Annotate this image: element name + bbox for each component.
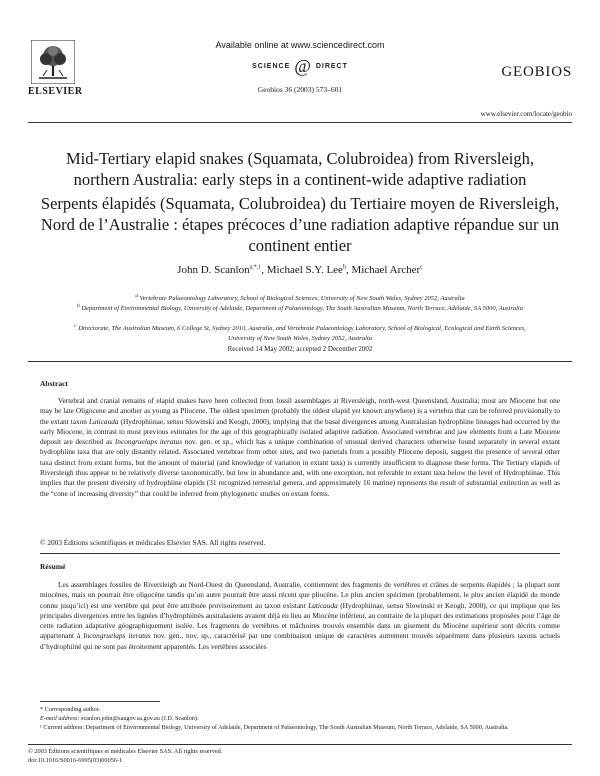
abstract-copyright: © 2003 Éditions scientifiques et médicales Elsevier SAS. All rights reserved. [40, 538, 266, 547]
sciencedirect-left: SCIENCE [252, 63, 291, 70]
author-name[interactable]: John D. Scanlon [177, 264, 250, 276]
received-dates: Received 14 May 2002; accepted 2 December 2002 [227, 345, 373, 353]
footnote-rule [40, 701, 160, 702]
author-list [40, 264, 560, 276]
abstract-text-part: Vertebral and cranial remains of elapid snakes have been collected from fossil assemblages at Riversleigh, north-west Queensland, Australia; most are Miocene but one may be late Oligocene and another as young as Pliocene. The oldest specimen (probably the oldest elapid yet known anywhere) is a vertebra that can be referred provisionally to the extant taxon [40, 396, 560, 426]
resume-heading: Résumé [40, 562, 66, 571]
abstract-text-part: nov. gen. et sp., which has a unique combination of unusual derived characters otherwise found separately in several extant hydrophiine taxa that are only distantly related. Associated vertebrae from other sites, and two parietals from a possibly Pliocene deposit, suggest the presence of several other taxa distinct from extant forms, but the amount of material (and knowledge of variation in extant taxa) is currently insufficient to diagnose these forms. The Tertiary elapids of Riversleigh thus appear to be relatively diverse taxonomically, but low in abundance and, with one exception, not referable to extant taxa below the level of Hydrophiinae. This implies that the present diversity of hydrophiine elapids (31 recognized terrestrial genera, and approximately 16 marine) represents the result of substantial extinction as well as the “cone of increasing diversity” that could be inferred from phylogenetic studies on extant forms. [40, 437, 561, 498]
sciencedirect-right: DIRECT [315, 63, 348, 70]
taxon-name: Laticauda [308, 600, 338, 610]
taxon-name: Incongruelaps iteratus [83, 631, 151, 641]
doi-link[interactable]: doi:10.1016/S0016-6995(03)00056-1 [28, 757, 123, 764]
bottom-rule [28, 744, 572, 745]
author-marks: b [342, 264, 346, 271]
affiliation-mark: c [74, 323, 77, 329]
elsevier-wordmark: ELSEVIER [28, 86, 83, 97]
article-title-en: Mid-Tertiary elapid snakes (Squamata, Colubroidea) from Riversleigh, northern Australia: early steps in a continent-wide adaptive radiation [65, 149, 535, 189]
sciencedirect-logo [180, 56, 420, 77]
footnote-corresponding: * Corresponding author. [40, 706, 100, 713]
header-rule [28, 122, 572, 123]
email-link[interactable]: scanlon.john@saugov.sa.gov.au (J.D. Scanlon). [81, 715, 199, 722]
affiliation-text: Vertebrate Palaeontology Laboratory, School of Biological Sciences, University of New South Wales, Sydney 2052, Australia [139, 295, 465, 303]
affiliation-mark: b [77, 303, 80, 309]
author-separator: , [261, 264, 267, 276]
author-marks: a,*,1 [249, 264, 262, 271]
affiliation [60, 322, 540, 343]
abstract-text [40, 396, 560, 499]
affiliation-text: Directorate, The Australian Museum, 6 College St, Sydney 2010, Australia, and Vertebrate Palaeontology Laboratory, School of Biological, Ecological and Earth Sciences, University of New South Wales, Sydney 2052, Australia [78, 325, 526, 342]
sciencedirect-header [180, 40, 420, 94]
article-title-fr: Serpents élapidés (Squamata, Colubroidea) du Tertiaire moyen de Riversleigh, Nord de l’Australie : étapes précoces d’une radiation adaptive répandue sur un continent entier [40, 194, 560, 255]
email-label: E-mail address: [40, 715, 80, 722]
taxon-name: Laticauda [88, 416, 119, 426]
footnote-current-address: ¹ Current address: Department of Environmental Biology, University of Adelaide, Department of Palaeontology, The South Australian Museum, North Terrace, Adelaide, SA 5000, Australia. [40, 724, 509, 731]
abstract-rule [28, 361, 572, 362]
author-name[interactable]: Michael Archer [351, 264, 421, 276]
abstract-heading: Abstract [40, 379, 68, 388]
abstract-text-part: (Hydrophiinae, sensu Slowinski and Keogh, 2000), implying that the basal divergences among Australasian hydrophiine lineages had occurred by the early Miocene, in contrast to most previous estimates for the age of this geographically isolated adaptive radiation. Associated vertebrae and jaw elements from a Late Miocene deposit are described as [40, 416, 561, 447]
resume-text-part: Les assemblages fossiles de Riversleigh au Nord-Ouest du Queensland, Australie, contiennent des fragments de vertèbres et crânes de serpents élapidés ; la plupart sont miocènes, mais un pourrait être oligocène tandis qu’un autre pourrait être aussi récent que pliocène. Le plus ancien spécimen (probablement, le plus ancien élapidé du monde connu jusqu’ici) est une vertèbre qui peut être attribuée provisoirement au taxon existant [40, 580, 560, 610]
resume-text-part: nov. gen., nov. sp., caractérisé par une combinaison unique de caractères autrement trouvés séparément dans plusieurs taxons actuels d’hydrophiiné qui ne sont pas étroitement apparentés. Les vertèbres associées [40, 631, 560, 651]
resume-text-part: (Hydrophiinae, sensu Slowinski et Keogh, 2000), ce qui implique que les principales divergences entre les lignées d’hydrophiinés australasiens avaient déjà eu lieu au Miocène inférieur, au contraire de la plupart des estimations proposées pour l’âge de cette radiation adaptative géographiquement isolée. Les fragments de vertèbres et mâchoires trouvés ensemble dans un gisement du Miocène supérieur sont décrits comme appartenant à [40, 600, 561, 641]
resume-rule [40, 553, 560, 554]
author-name[interactable]: Michael S.Y. Lee [266, 264, 343, 276]
elsevier-logo [28, 40, 83, 97]
journal-name: GEOBIOS [501, 64, 572, 80]
author-marks: c [420, 264, 423, 271]
journal-citation: Geobios 36 (2003) 573–601 [257, 85, 343, 94]
affiliation [60, 302, 540, 314]
available-online-text[interactable]: Available online at www.sciencedirect.com [215, 40, 385, 50]
journal-url-link[interactable]: www.elsevier.com/locate/geobio [480, 110, 572, 118]
author-separator: , [345, 264, 352, 276]
sciencedirect-at-icon: @ [294, 56, 312, 76]
footnote-email [40, 714, 560, 723]
affiliation-mark: a [135, 293, 139, 299]
elsevier-tree-icon [31, 40, 75, 84]
bottom-copyright: © 2003 Éditions scientifiques et médicales Elsevier SAS. All rights reserved. [28, 748, 223, 755]
taxon-name: Incongruelaps iteratus [114, 437, 183, 447]
affiliation-text: Department of Environmental Biology, University of Adelaide, Department of Palaeontology, The South Australian Museum, North Terrace, Adelaide, SA 5000, Australia [81, 305, 523, 313]
resume-text [40, 580, 560, 652]
